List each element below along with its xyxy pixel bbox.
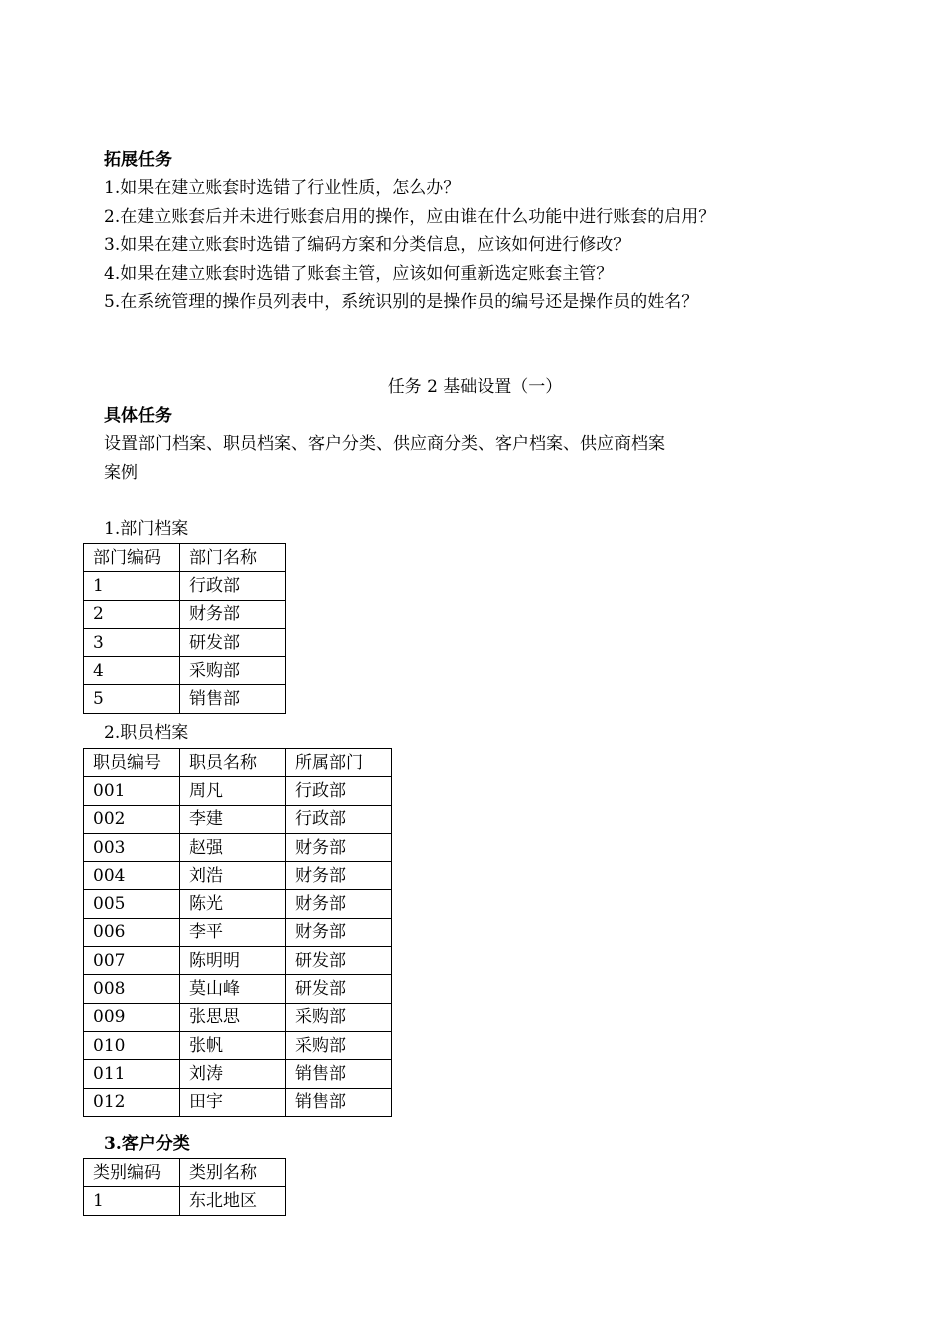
dept-table <box>83 543 286 714</box>
table-header-cell: 职员名称 <box>180 749 286 777</box>
table-cell: 1 <box>84 1187 180 1215</box>
extension-question: 2.在建立账套后并未进行账套启用的操作，应由谁在什么功能中进行账套的启用？ <box>104 207 716 227</box>
table-cell: 销售部 <box>180 685 286 713</box>
table-row <box>84 600 286 628</box>
table-cell: 财务部 <box>286 918 392 946</box>
table-cell: 009 <box>84 1003 180 1031</box>
table-cell: 003 <box>84 833 180 861</box>
table-header-row <box>84 749 392 777</box>
table-header-cell: 职员编号 <box>84 749 180 777</box>
table-cell: 011 <box>84 1060 180 1088</box>
table-cell: 财务部 <box>286 833 392 861</box>
table-cell: 002 <box>84 805 180 833</box>
table-cell: 销售部 <box>286 1088 392 1116</box>
table-cell: 行政部 <box>180 572 286 600</box>
custclass-table <box>83 1158 286 1216</box>
table-cell: 005 <box>84 890 180 918</box>
specific-task-heading: 具体任务 <box>104 406 172 426</box>
table-row <box>84 1003 392 1031</box>
table-row <box>84 833 392 861</box>
table-cell: 财务部 <box>286 890 392 918</box>
custclass-table-caption: 3.客户分类 <box>104 1134 190 1154</box>
table-cell: 行政部 <box>286 805 392 833</box>
table-row <box>84 572 286 600</box>
table-cell: 李建 <box>180 805 286 833</box>
table-cell: 周凡 <box>180 777 286 805</box>
table-row <box>84 975 392 1003</box>
extension-question: 5.在系统管理的操作员列表中，系统识别的是操作员的编号还是操作员的姓名？ <box>104 292 699 312</box>
table-row <box>84 1060 392 1088</box>
staff-table-caption: 2.职员档案 <box>104 723 189 743</box>
table-row <box>84 657 286 685</box>
extension-question: 4.如果在建立账套时选错了账套主管，应该如何重新选定账套主管？ <box>104 264 614 284</box>
table-cell: 3 <box>84 628 180 656</box>
table-cell: 田宇 <box>180 1088 286 1116</box>
table-cell: 刘涛 <box>180 1060 286 1088</box>
table-cell: 012 <box>84 1088 180 1116</box>
table-cell: 研发部 <box>286 975 392 1003</box>
table-row <box>84 628 286 656</box>
staff-table <box>83 748 392 1117</box>
table-row <box>84 1088 392 1116</box>
table-row <box>84 890 392 918</box>
table-cell: 采购部 <box>286 1031 392 1059</box>
table-cell: 财务部 <box>286 862 392 890</box>
table-cell: 销售部 <box>286 1060 392 1088</box>
table-cell: 张思思 <box>180 1003 286 1031</box>
table-header-cell: 部门编码 <box>84 544 180 572</box>
case-label: 案例 <box>104 463 138 483</box>
table-cell: 陈明明 <box>180 947 286 975</box>
task2-title: 任务 2 基础设置（一） <box>387 377 563 397</box>
specific-task-text: 设置部门档案、职员档案、客户分类、供应商分类、客户档案、供应商档案 <box>104 434 665 454</box>
dept-table-caption: 1.部门档案 <box>104 519 189 539</box>
table-row <box>84 947 392 975</box>
table-header-row <box>84 1159 286 1187</box>
extension-heading: 拓展任务 <box>104 150 172 170</box>
table-cell: 赵强 <box>180 833 286 861</box>
table-cell: 东北地区 <box>180 1187 286 1215</box>
table-cell: 研发部 <box>286 947 392 975</box>
table-cell: 010 <box>84 1031 180 1059</box>
table-cell: 财务部 <box>180 600 286 628</box>
table-cell: 5 <box>84 685 180 713</box>
table-cell: 行政部 <box>286 777 392 805</box>
table-cell: 1 <box>84 572 180 600</box>
table-cell: 研发部 <box>180 628 286 656</box>
table-row <box>84 1187 286 1215</box>
table-cell: 007 <box>84 947 180 975</box>
table-row <box>84 777 392 805</box>
table-cell: 004 <box>84 862 180 890</box>
table-row <box>84 862 392 890</box>
table-cell: 采购部 <box>286 1003 392 1031</box>
table-cell: 006 <box>84 918 180 946</box>
table-row <box>84 918 392 946</box>
table-cell: 莫山峰 <box>180 975 286 1003</box>
extension-question: 3.如果在建立账套时选错了编码方案和分类信息，应该如何进行修改？ <box>104 235 631 255</box>
table-header-row <box>84 544 286 572</box>
table-header-cell: 类别名称 <box>180 1159 286 1187</box>
table-cell: 刘浩 <box>180 862 286 890</box>
table-row <box>84 805 392 833</box>
table-cell: 2 <box>84 600 180 628</box>
table-row <box>84 685 286 713</box>
table-cell: 4 <box>84 657 180 685</box>
table-header-cell: 部门名称 <box>180 544 286 572</box>
table-cell: 采购部 <box>180 657 286 685</box>
table-header-cell: 所属部门 <box>286 749 392 777</box>
table-cell: 陈光 <box>180 890 286 918</box>
table-cell: 张帆 <box>180 1031 286 1059</box>
table-header-cell: 类别编码 <box>84 1159 180 1187</box>
table-row <box>84 1031 392 1059</box>
table-cell: 李平 <box>180 918 286 946</box>
extension-question: 1.如果在建立账套时选错了行业性质，怎么办？ <box>104 178 461 198</box>
table-cell: 008 <box>84 975 180 1003</box>
table-cell: 001 <box>84 777 180 805</box>
